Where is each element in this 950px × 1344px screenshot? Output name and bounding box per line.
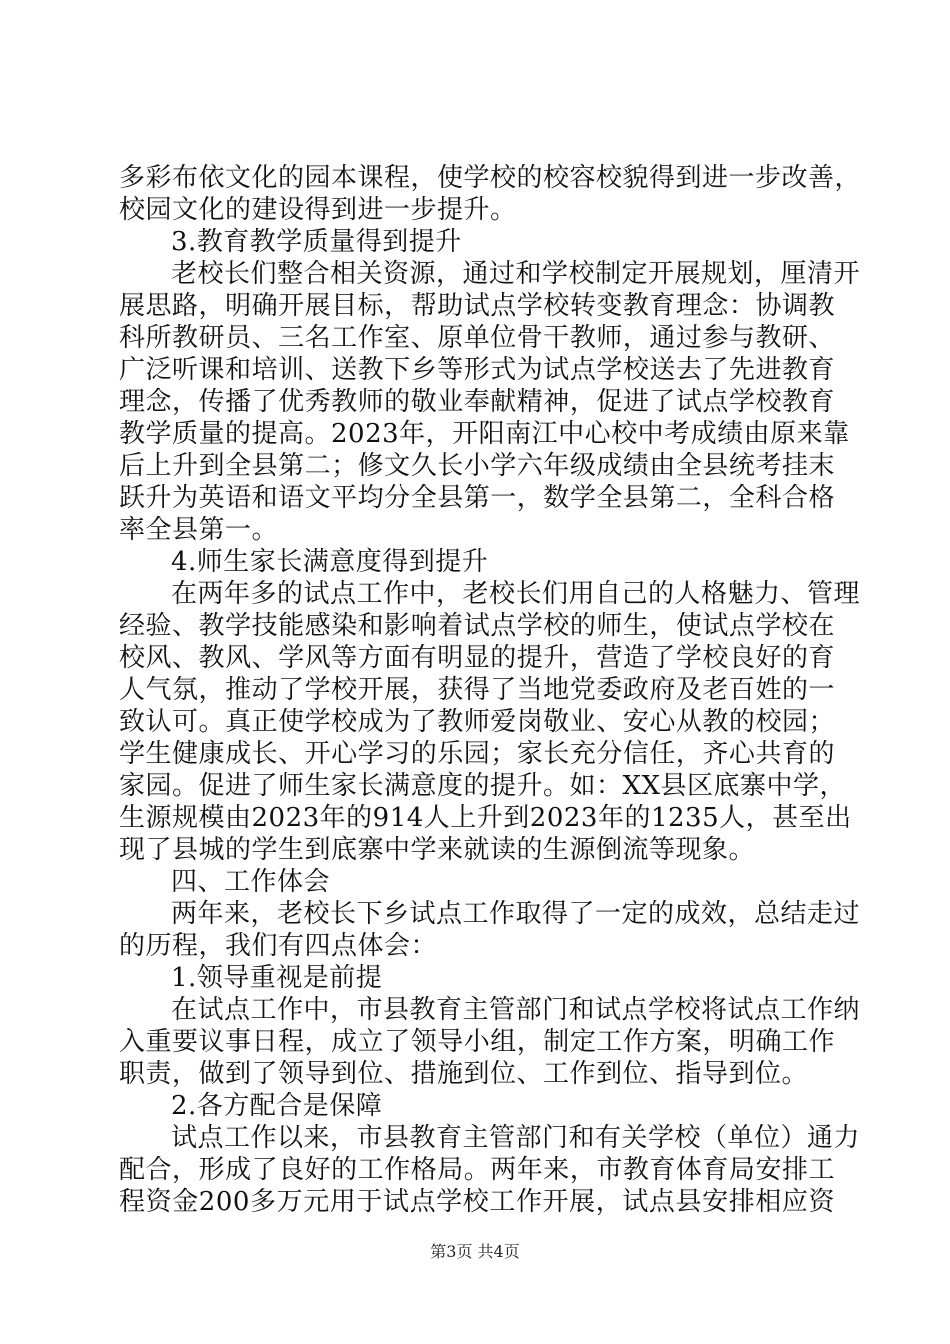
- document-body: [119, 162, 862, 1218]
- text-line: 老校长们整合相关资源，通过和学校制定开展规划，厘清开: [171, 259, 861, 289]
- text-line: 多彩布依文化的园本课程，使学校的校容校貌得到进一步改善，: [119, 163, 862, 193]
- text-line: 校园文化的建设得到进一步提升。: [119, 195, 517, 225]
- text-line: 3.教育教学质量得到提升: [171, 227, 462, 257]
- text-line: 现了县城的学生到底寨中学来就读的生源倒流等现象。: [119, 835, 756, 865]
- text-line: 科所教研员、三名工作室、原单位骨干教师，通过参与教研、: [119, 323, 835, 353]
- text-line: 的历程，我们有四点体会：: [119, 931, 438, 961]
- text-line: 跃升为英语和语文平均分全县第一，数学全县第二，全科合格: [119, 483, 835, 513]
- text-line: 配合，形成了良好的工作格局。两年来，市教育体育局安排工: [119, 1155, 835, 1185]
- page-footer: 第3页 共4页: [430, 1242, 520, 1261]
- text-line: 生源规模由2023年的914人上升到2023年的1235人，甚至出: [119, 803, 852, 833]
- text-line: 职责，做到了领导到位、措施到位、工作到位、指导到位。: [119, 1059, 809, 1089]
- text-line: 程资金200多万元用于试点学校工作开展，试点县安排相应资: [119, 1187, 835, 1217]
- text-line: 4.师生家长满意度得到提升: [171, 547, 489, 577]
- text-line: 家园。促进了师生家长满意度的提升。如：XX县区底寨中学，: [119, 771, 847, 801]
- text-line: 展思路，明确开展目标，帮助试点学校转变教育理念：协调教: [119, 291, 835, 321]
- text-line: 校风、教风、学风等方面有明显的提升，营造了学校良好的育: [119, 643, 835, 673]
- text-line: 经验、教学技能感染和影响着试点学校的师生，使试点学校在: [119, 611, 835, 641]
- text-line: 学生健康成长、开心学习的乐园；家长充分信任，齐心共育的: [119, 739, 835, 769]
- text-line: 两年来，老校长下乡试点工作取得了一定的成效，总结走过: [171, 899, 861, 929]
- text-line: 在两年多的试点工作中，老校长们用自己的人格魅力、管理: [171, 579, 861, 609]
- text-line: 广泛听课和培训、送教下乡等形式为试点学校送去了先进教育: [119, 355, 835, 385]
- text-line: 教学质量的提高。2023年，开阳南江中心校中考成绩由原来靠: [119, 419, 850, 449]
- text-line: 理念，传播了优秀教师的敬业奉献精神，促进了试点学校教育: [119, 387, 835, 417]
- text-line: 2.各方配合是保障: [171, 1091, 383, 1121]
- text-line: 四、工作体会: [171, 867, 331, 897]
- text-line: 后上升到全县第二；修文久长小学六年级成绩由全县统考挂末: [119, 451, 835, 481]
- text-line: 1.领导重视是前提: [171, 963, 383, 993]
- text-line: 率全县第一。: [119, 515, 279, 545]
- text-line: 入重要议事日程，成立了领导小组，制定工作方案，明确工作: [119, 1027, 835, 1057]
- text-line: 试点工作以来，市县教育主管部门和有关学校（单位）通力: [171, 1123, 861, 1153]
- text-line: 在试点工作中，市县教育主管部门和试点学校将试点工作纳: [171, 995, 861, 1025]
- text-line: 人气氛，推动了学校开展，获得了当地党委政府及老百姓的一: [119, 675, 835, 705]
- text-line: 致认可。真正使学校成为了教师爱岗敬业、安心从教的校园；: [119, 707, 835, 737]
